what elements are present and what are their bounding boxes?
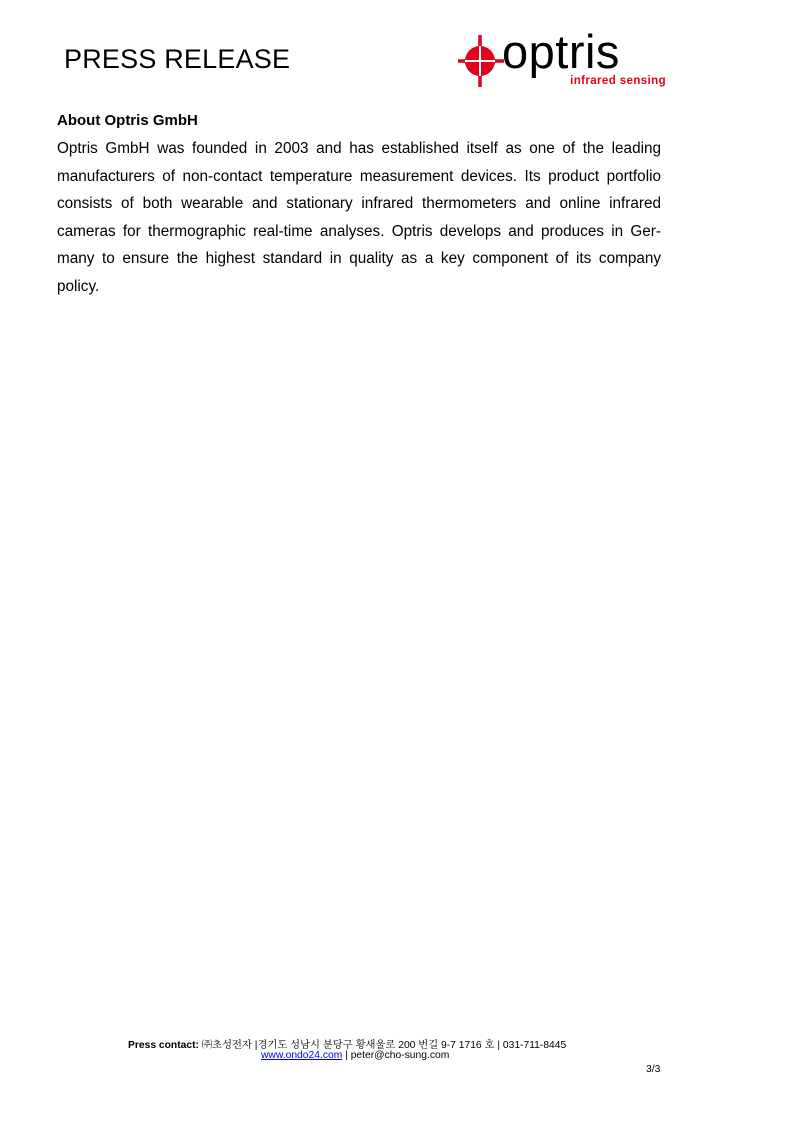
page-number: 3/3 [646, 1064, 661, 1075]
email-address: peter@cho-sung.com [350, 1050, 450, 1061]
contact-details: ㈜초성전자 |경기도 성남시 분당구 황새울로 200 번길 9-7 1716 호 | 031-711-8445 [201, 1040, 567, 1051]
paragraph-line: many to ensure the highest standard in quality as a key component of its company [57, 250, 661, 268]
crosshair-icon [456, 34, 506, 90]
paragraph-line: consists of both wearable and stationary infrared thermometers and online infrared [57, 195, 661, 213]
footer-web-line [261, 1050, 449, 1061]
press-contact-label: Press contact: [128, 1040, 199, 1051]
website-link[interactable]: www.ondo24.com [261, 1050, 343, 1061]
paragraph-line: manufacturers of non-contact temperature measurement devices. Its product portfolio [57, 167, 661, 185]
footer-contact-line [128, 1036, 566, 1051]
body-paragraph [57, 135, 661, 301]
section-heading: About Optris GmbH [57, 112, 198, 129]
paragraph-line: cameras for thermographic real-time analyses. Optris develops and produces in Ger- [57, 222, 661, 240]
logo-wordmark: optris [502, 25, 620, 78]
logo-tagline: infrared sensing [570, 75, 666, 87]
optris-logo [456, 25, 666, 92]
footer-separator: | [342, 1050, 351, 1061]
paragraph-line: policy. [57, 277, 100, 295]
page-title: PRESS RELEASE [64, 44, 291, 74]
paragraph-line: Optris GmbH was founded in 2003 and has established itself as one of the leading [57, 140, 661, 157]
